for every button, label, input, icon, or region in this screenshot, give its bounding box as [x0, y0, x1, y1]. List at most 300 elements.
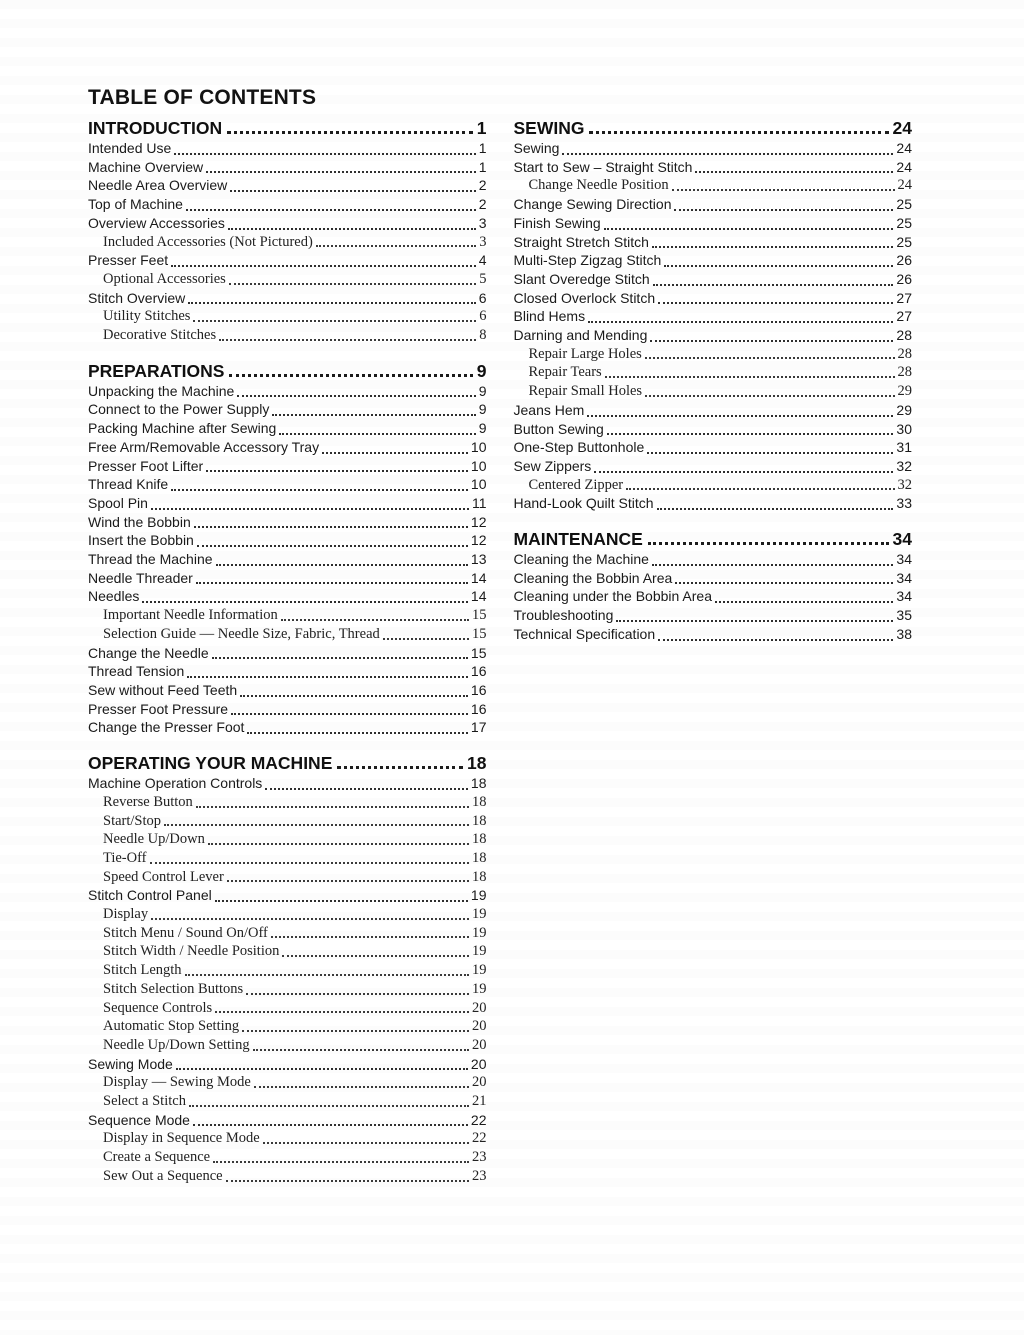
toc-entry — [88, 531, 487, 550]
toc-entry — [88, 830, 487, 849]
entry-label: Troubleshooting — [513, 607, 614, 624]
dot-leader — [151, 508, 469, 510]
dot-leader — [206, 171, 476, 173]
entry-label: Insert the Bobbin — [88, 532, 194, 549]
dot-leader — [648, 542, 889, 545]
entry-page-number: 27 — [896, 289, 912, 306]
dot-leader — [226, 1180, 469, 1182]
entry-label: Finish Sewing — [513, 214, 601, 231]
dot-leader — [322, 452, 468, 454]
section-header-row — [88, 752, 487, 774]
section-page-number: 24 — [892, 118, 912, 138]
section-page-number: 1 — [476, 118, 487, 138]
dot-leader — [658, 302, 893, 304]
section-page-number: 34 — [892, 529, 912, 550]
toc-entry — [88, 662, 487, 681]
toc-entry — [88, 868, 487, 887]
dot-leader — [229, 283, 476, 285]
entry-label: Thread Knife — [88, 476, 169, 493]
entry-page-number: 18 — [472, 831, 487, 848]
dot-leader — [187, 676, 468, 678]
entry-page-number: 1 — [478, 140, 487, 156]
toc-entry — [514, 363, 913, 382]
entry-page-number: 22 — [470, 1111, 487, 1128]
entry-label: Display in Sequence Mode — [103, 1130, 260, 1147]
entry-page-number: 19 — [472, 924, 487, 941]
toc-entry — [88, 1055, 487, 1074]
entry-page-number: 22 — [472, 1130, 487, 1147]
entry-page-number: 18 — [472, 793, 487, 810]
toc-entry — [88, 550, 487, 569]
dot-leader — [227, 880, 469, 882]
entry-label: Display — [103, 906, 149, 923]
toc-entry — [88, 718, 487, 737]
entry-page-number: 27 — [896, 308, 912, 325]
entry-page-number: 24 — [896, 140, 912, 156]
dot-leader — [281, 619, 469, 621]
entry-label: Change the Presser Foot — [88, 719, 245, 736]
entry-label: Select a Stitch — [103, 1093, 186, 1110]
entry-label: Wind the Bobbin — [88, 513, 191, 530]
entry-page-number: 21 — [472, 1093, 487, 1110]
entry-page-number: 3 — [479, 233, 487, 250]
dot-leader — [604, 228, 894, 230]
dot-leader — [197, 545, 468, 547]
toc-section — [88, 752, 487, 1185]
toc-entry — [88, 1167, 487, 1186]
entry-label: Change Needle Position — [528, 177, 669, 194]
entry-page-number: 2 — [478, 177, 487, 194]
entry-label: Start to Sew – Straight Stitch — [513, 158, 693, 175]
entry-label: Sequence Mode — [88, 1111, 190, 1128]
dot-leader — [263, 1142, 469, 1144]
entry-page-number: 17 — [470, 719, 487, 736]
dot-leader — [193, 1124, 468, 1126]
toc-entry — [88, 569, 487, 588]
entry-page-number: 25 — [896, 214, 912, 231]
entry-page-number: 20 — [470, 1055, 487, 1072]
entry-label: Hand-Look Quilt Stitch — [513, 495, 654, 512]
dot-leader — [189, 1105, 469, 1107]
dot-leader — [265, 788, 468, 790]
dot-leader — [587, 415, 893, 417]
entry-label: Machine Overview — [88, 158, 204, 175]
dot-leader — [272, 414, 475, 416]
toc-columns — [88, 117, 912, 1186]
dot-leader — [653, 284, 894, 286]
entry-page-number: 19 — [470, 887, 487, 904]
toc-entry — [88, 812, 487, 831]
entry-page-number: 3 — [478, 214, 487, 231]
section-page-number: 9 — [476, 360, 487, 381]
toc-entry — [88, 849, 487, 868]
entry-label: Presser Foot Lifter — [88, 457, 204, 474]
dot-leader — [626, 488, 894, 490]
entry-label: Presser Feet — [88, 252, 169, 269]
dot-leader — [652, 564, 894, 566]
dot-leader — [672, 189, 895, 191]
toc-entry — [88, 176, 487, 195]
entry-page-number: 34 — [896, 569, 912, 586]
toc-column — [514, 117, 913, 1186]
entry-page-number: 24 — [896, 158, 912, 175]
entry-label: Repair Large Holes — [528, 345, 642, 362]
dot-leader — [150, 862, 469, 864]
toc-entry — [88, 905, 487, 924]
entry-page-number: 18 — [472, 849, 487, 866]
entry-page-number: 25 — [896, 196, 912, 213]
entry-label: Needle Area Overview — [88, 177, 228, 194]
toc-entry — [88, 494, 487, 513]
dot-leader — [237, 395, 475, 397]
entry-label: Needle Threader — [88, 569, 193, 586]
section-title: INTRODUCTION — [88, 118, 223, 138]
dot-leader — [164, 824, 469, 826]
entry-page-number: 18 — [472, 868, 487, 885]
toc-entry — [88, 1129, 487, 1148]
section-header-row — [514, 528, 913, 550]
dot-leader — [652, 246, 894, 248]
entry-page-number: 16 — [470, 663, 487, 680]
toc-entry — [514, 326, 913, 345]
toc-entry — [88, 1148, 487, 1167]
toc-entry — [88, 587, 487, 606]
entry-label: Slant Overedge Stitch — [513, 270, 650, 287]
toc-entry — [514, 476, 913, 495]
dot-leader — [185, 974, 469, 976]
entry-page-number: 2 — [478, 196, 487, 213]
entry-label: Multi-Step Zigzag Stitch — [513, 252, 662, 269]
entry-page-number: 28 — [897, 364, 912, 381]
entry-page-number: 12 — [470, 513, 487, 530]
entry-label: Presser Foot Pressure — [88, 700, 229, 717]
entry-label: Sewing Mode — [88, 1055, 173, 1072]
entry-page-number: 11 — [471, 494, 487, 511]
entry-page-number: 31 — [896, 439, 912, 456]
toc-entry — [514, 457, 913, 476]
entry-page-number: 16 — [470, 700, 487, 717]
toc-entry — [514, 139, 913, 158]
toc-entry — [88, 999, 487, 1018]
dot-leader — [645, 357, 895, 359]
entry-page-number: 15 — [470, 644, 487, 661]
entry-label: Stitch Control Panel — [88, 887, 212, 904]
section-header-row — [88, 117, 487, 139]
entry-label: Change the Needle — [88, 644, 209, 661]
entry-page-number: 34 — [896, 588, 912, 605]
toc-entry — [514, 606, 913, 625]
dot-leader — [208, 843, 469, 845]
toc-entry — [88, 1111, 487, 1130]
entry-label: Important Needle Information — [103, 607, 278, 624]
entry-page-number: 33 — [896, 495, 912, 512]
toc-entry — [88, 251, 487, 270]
dot-leader — [645, 395, 894, 397]
dot-leader — [188, 302, 475, 304]
entry-label: Stitch Selection Buttons — [103, 980, 244, 997]
entry-page-number: 19 — [472, 962, 487, 979]
entry-page-number: 6 — [478, 289, 487, 306]
toc-entry — [88, 438, 487, 457]
toc-entry — [88, 513, 487, 532]
dot-leader — [215, 1011, 469, 1013]
toc-entry — [514, 550, 913, 569]
entry-label: Stitch Width / Needle Position — [103, 943, 280, 960]
page-title: TABLE OF CONTENTS — [88, 86, 317, 109]
toc-entry — [88, 886, 487, 905]
toc-section — [514, 528, 913, 644]
dot-leader — [675, 582, 893, 584]
toc-entry — [514, 158, 913, 177]
dot-leader — [216, 564, 468, 566]
section-title: PREPARATIONS — [88, 360, 225, 381]
entry-label: Decorative Stitches — [103, 327, 217, 344]
toc-entry — [88, 1017, 487, 1036]
toc-entry — [88, 139, 487, 158]
entry-label: Thread the Machine — [88, 551, 213, 568]
toc-entry — [514, 270, 913, 289]
entry-label: Cleaning under the Bobbin Area — [513, 588, 712, 605]
entry-label: Intended Use — [88, 140, 172, 156]
toc-entry — [88, 961, 487, 980]
dot-leader — [213, 1161, 469, 1163]
entry-page-number: 18 — [470, 775, 487, 792]
toc-entry — [514, 401, 913, 420]
entry-page-number: 20 — [472, 1018, 487, 1035]
entry-label: Start/Stop — [103, 812, 162, 829]
entry-label: One-Step Buttonhole — [513, 439, 645, 456]
entry-page-number: 9 — [478, 420, 487, 437]
toc-entry — [514, 176, 913, 195]
toc-entry — [88, 1036, 487, 1055]
entry-page-number: 15 — [472, 625, 487, 642]
toc-entry — [514, 625, 913, 644]
entry-label: Stitch Overview — [88, 289, 186, 306]
dot-leader — [316, 245, 476, 247]
entry-page-number: 20 — [472, 1036, 487, 1053]
entry-page-number: 4 — [478, 252, 487, 269]
entry-page-number: 14 — [470, 569, 487, 586]
toc-entry — [88, 307, 487, 326]
toc-entry — [514, 195, 913, 214]
toc-entry — [88, 980, 487, 999]
section-title: OPERATING YOUR MACHINE — [88, 753, 333, 774]
toc-entry — [88, 326, 487, 345]
toc-entry — [88, 681, 487, 700]
toc-entry — [514, 494, 913, 513]
toc-entry — [88, 606, 487, 625]
toc-entry — [88, 158, 487, 177]
toc-entry — [88, 214, 487, 233]
toc-entry — [88, 625, 487, 644]
toc-section — [88, 360, 487, 737]
toc-entry — [514, 289, 913, 308]
entry-page-number: 23 — [472, 1167, 487, 1184]
entry-label: Change Sewing Direction — [513, 196, 672, 213]
dot-leader — [142, 601, 468, 603]
entry-label: Machine Operation Controls — [88, 775, 263, 792]
entry-page-number: 19 — [472, 943, 487, 960]
section-header-row — [514, 117, 913, 139]
dot-leader — [715, 601, 893, 603]
entry-label: Overview Accessories — [88, 214, 225, 231]
section-page-number: 18 — [467, 753, 487, 774]
dot-leader — [279, 433, 475, 435]
entry-page-number: 26 — [896, 270, 912, 287]
toc-entry — [88, 644, 487, 663]
entry-page-number: 10 — [470, 457, 487, 474]
dot-leader — [196, 582, 468, 584]
toc-entry — [514, 214, 913, 233]
dot-leader — [589, 131, 888, 134]
entry-page-number: 5 — [479, 270, 487, 287]
entry-page-number: 9 — [478, 382, 487, 399]
dot-leader — [246, 993, 469, 995]
entry-page-number: 20 — [472, 1074, 487, 1091]
toc-entry — [514, 420, 913, 439]
entry-page-number: 19 — [472, 980, 487, 997]
entry-page-number: 16 — [470, 681, 487, 698]
entry-label: Speed Control Lever — [103, 868, 224, 885]
dot-leader — [186, 209, 476, 211]
entry-page-number: 10 — [470, 438, 487, 455]
entry-label: Utility Stitches — [103, 308, 191, 325]
entry-page-number: 13 — [470, 551, 487, 568]
dot-leader — [171, 265, 476, 267]
dot-leader — [607, 433, 894, 435]
toc-column — [88, 117, 487, 1186]
entry-page-number: 15 — [472, 607, 487, 624]
dot-leader — [194, 526, 468, 528]
dot-leader — [605, 376, 895, 378]
toc-entry — [88, 793, 487, 812]
dot-leader — [254, 1086, 469, 1088]
entry-page-number: 20 — [472, 999, 487, 1016]
toc-entry — [88, 924, 487, 943]
dot-leader — [151, 918, 469, 920]
toc-entry — [514, 382, 913, 401]
entry-label: Straight Stretch Stitch — [513, 233, 649, 250]
entry-label: Stitch Menu / Sound On/Off — [103, 924, 268, 941]
dot-leader — [616, 620, 893, 622]
toc-entry — [88, 233, 487, 252]
entry-label: Reverse Button — [103, 793, 193, 810]
entry-label: Cleaning the Bobbin Area — [513, 569, 673, 586]
section-title: MAINTENANCE — [513, 529, 643, 550]
entry-page-number: 32 — [897, 476, 912, 493]
toc-entry — [88, 457, 487, 476]
entry-page-number: 1 — [478, 158, 487, 175]
dot-leader — [588, 321, 893, 323]
entry-page-number: 29 — [897, 383, 912, 400]
dot-leader — [174, 153, 475, 155]
entry-label: Packing Machine after Sewing — [88, 420, 277, 437]
entry-page-number: 28 — [896, 327, 912, 344]
entry-page-number: 9 — [478, 401, 487, 418]
dot-leader — [193, 320, 476, 322]
dot-leader — [664, 265, 893, 267]
dot-leader — [658, 639, 893, 641]
entry-label: Automatic Stop Setting — [103, 1018, 240, 1035]
section-title: SEWING — [513, 118, 585, 138]
dot-leader — [657, 508, 894, 510]
entry-label: Sew without Feed Teeth — [88, 681, 238, 698]
entry-label: Stitch Length — [103, 962, 182, 979]
entry-page-number: 12 — [470, 532, 487, 549]
entry-label: Darning and Mending — [513, 327, 648, 344]
dot-leader — [229, 374, 472, 377]
entry-page-number: 10 — [470, 476, 487, 493]
entry-label: Button Sewing — [513, 420, 604, 437]
entry-label: Create a Sequence — [103, 1149, 211, 1166]
entry-page-number: 24 — [897, 177, 912, 194]
toc-section — [88, 117, 487, 345]
entry-label: Included Accessories (Not Pictured) — [103, 233, 313, 250]
toc-entry — [88, 1073, 487, 1092]
toc-entry — [88, 400, 487, 419]
entry-label: Thread Tension — [88, 663, 185, 680]
dot-leader — [253, 1049, 469, 1051]
dot-leader — [247, 732, 468, 734]
toc-entry — [88, 700, 487, 719]
dot-leader — [196, 806, 469, 808]
entry-label: Optional Accessories — [103, 270, 226, 287]
entry-page-number: 14 — [470, 588, 487, 605]
dot-leader — [206, 470, 468, 472]
dot-leader — [562, 153, 893, 155]
entry-page-number: 8 — [479, 327, 487, 344]
entry-page-number: 19 — [472, 906, 487, 923]
entry-page-number: 32 — [896, 457, 912, 474]
toc-entry — [88, 382, 487, 401]
dot-leader — [271, 936, 469, 938]
toc-entry — [88, 195, 487, 214]
entry-page-number: 28 — [897, 345, 912, 362]
entry-page-number: 25 — [896, 233, 912, 250]
toc-section — [514, 117, 913, 513]
entry-label: Needles — [88, 588, 140, 605]
dot-leader — [176, 1068, 468, 1070]
entry-label: Tie-Off — [103, 849, 147, 866]
dot-leader — [647, 452, 893, 454]
toc-entry — [88, 942, 487, 961]
entry-label: Sewing — [513, 140, 560, 156]
entry-page-number: 35 — [896, 607, 912, 624]
toc-entry — [88, 289, 487, 308]
toc-entry — [88, 419, 487, 438]
dot-leader — [219, 339, 476, 341]
toc-entry — [88, 774, 487, 793]
toc-entry — [514, 438, 913, 457]
dot-leader — [650, 340, 893, 342]
entry-label: Jeans Hem — [513, 401, 585, 418]
entry-label: Free Arm/Removable Accessory Tray — [88, 438, 320, 455]
dot-leader — [383, 638, 469, 640]
entry-label: Repair Tears — [528, 364, 602, 381]
toc-entry — [514, 251, 913, 270]
entry-label: Spool Pin — [88, 494, 148, 511]
entry-label: Unpacking the Machine — [88, 382, 235, 399]
dot-leader — [594, 471, 893, 473]
dot-leader — [695, 171, 893, 173]
dot-leader — [282, 955, 469, 957]
entry-page-number: 38 — [896, 625, 912, 642]
dot-leader — [240, 695, 468, 697]
entry-page-number: 23 — [472, 1149, 487, 1166]
entry-page-number: 29 — [896, 401, 912, 418]
entry-page-number: 30 — [896, 420, 912, 437]
entry-label: Needle Up/Down Setting — [103, 1036, 250, 1053]
